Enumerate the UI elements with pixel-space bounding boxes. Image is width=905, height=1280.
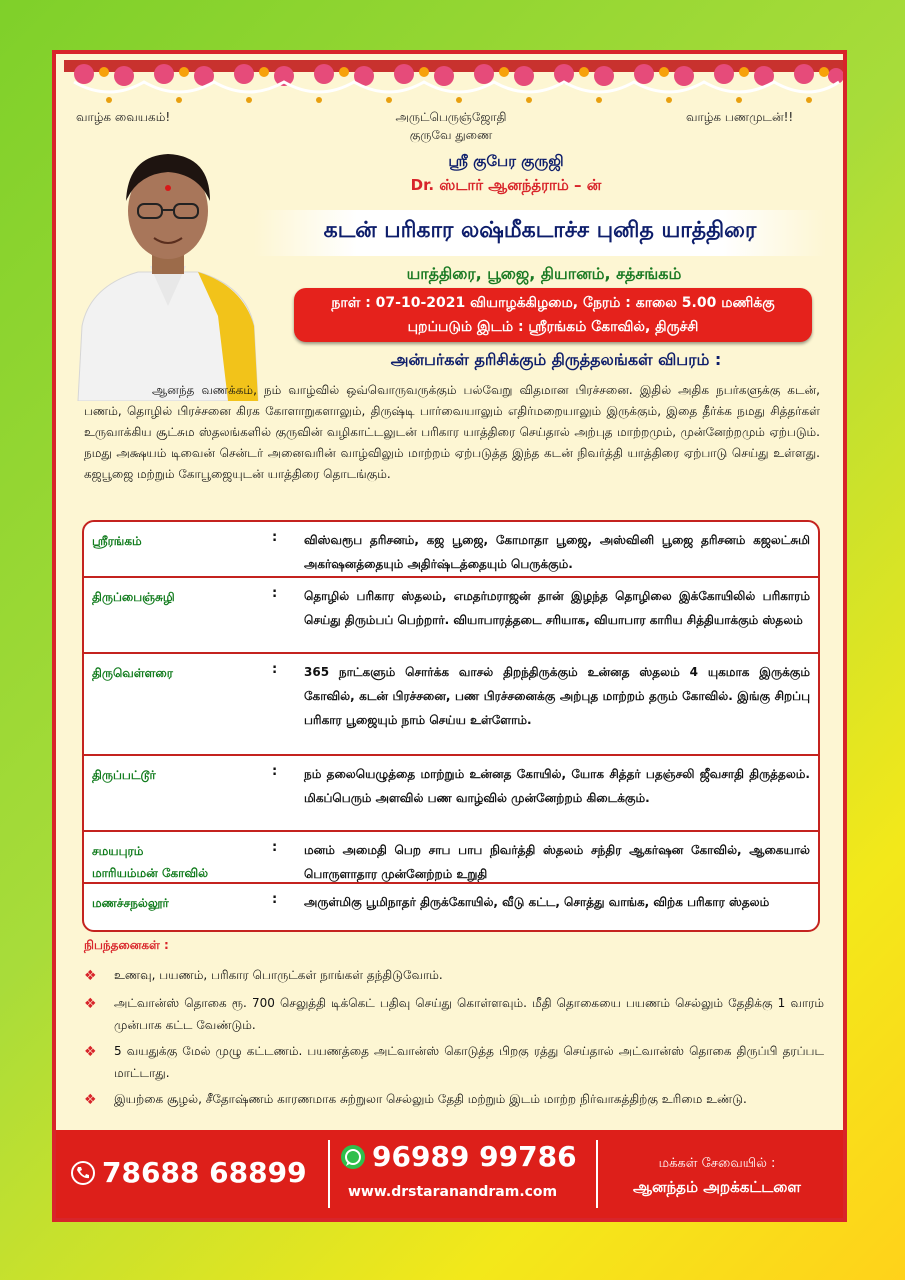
condition-text: இயற்கை சூழல், சீதோஷ்ணம் காரணமாக சுற்றுலா செல்லும் தேதி மற்றும் இடம் மாற்ற நிர்வாகத்திற்கு உரிமை உண்டு. <box>114 1092 747 1106</box>
temple-name: திருப்பட்டூர் <box>92 768 156 782</box>
table-row <box>84 522 818 576</box>
footer-divider <box>328 1140 330 1208</box>
center-invocation-2: குருவே துணை <box>409 128 493 142</box>
bullet-icon: ❖ <box>84 1092 97 1108</box>
temple-description: நம் தலையெழுத்தை மாற்றும் உன்னத கோயில், யோக சித்தர் பதஞ்சலி ஜீவசாதி திருத்தலம். மிகப்பெரும் அளவில் பண வாழ்வில் முன்னேற்றம் கிடைக்கும். <box>304 767 810 805</box>
event-title: கடன் பரிகார லஷ்மீகடாச்ச புனித யாத்திரை <box>323 218 757 243</box>
colon: : <box>272 586 278 601</box>
contact-footer <box>56 1130 843 1218</box>
whatsapp-icon <box>340 1144 366 1170</box>
temple-name-line1: சமயபுரம் <box>92 844 144 858</box>
bullet-icon: ❖ <box>84 1044 97 1060</box>
guru-portrait <box>68 126 268 401</box>
colon: : <box>272 764 278 779</box>
colon: : <box>272 892 278 907</box>
whatsapp-number[interactable]: 96989 99786 <box>372 1140 577 1173</box>
temples-table <box>82 520 820 932</box>
temple-description: விஸ்வரூப தரிசனம், கஜ பூஜை, கோமாதா பூஜை, அஸ்வினி பூஜை தரிசனம் கஜலட்சுமி அகர்ஷனத்தையும் அதிர்ஷ்டத்தையும் பெருக்கும். <box>304 533 810 571</box>
temple-name-line2: மாரியம்மன் கோவில் <box>92 866 209 880</box>
event-details-box <box>294 288 812 342</box>
table-row <box>84 830 818 882</box>
service-label: மக்கள் சேவையில் : <box>658 1156 776 1171</box>
event-place-line: புறப்படும் இடம் : ஸ்ரீரங்கம் கோவில், திருச்சி <box>407 319 699 335</box>
condition-text: அட்வான்ஸ் தொகை ரூ. 700 செலுத்தி டிக்கெட் பதிவு செய்து கொள்ளவும். மீதி தொகையை பயணம் செல்லும் தேதிக்கு 1 வாரம் முன்பாக கட்ட வேண்டும். <box>114 996 824 1032</box>
table-row <box>84 754 818 830</box>
bullet-icon: ❖ <box>84 968 97 984</box>
temple-description: அருள்மிகு பூமிநாதர் திருக்கோயில், வீடு கட்ட, சொத்து வாங்க, விற்க பரிகார ஸ்தலம் <box>304 895 770 909</box>
flyer <box>52 50 847 1222</box>
temple-description: மனம் அமைதி பெற சாப பாப நிவர்த்தி ஸ்தலம் சந்திர ஆகர்ஷன கோவில், ஆகையால் பொருளாதார முன்னேற்றம் உறுதி <box>304 843 810 881</box>
presenter-title: ஸ்ரீ குபேர குருஜி <box>448 152 564 170</box>
title-banner <box>254 210 826 256</box>
table-row <box>84 652 818 754</box>
event-subtitle: யாத்திரை, பூஜை, தியானம், சத்சங்கம் <box>406 264 682 283</box>
phone-number[interactable]: 78688 68899 <box>102 1156 307 1189</box>
temple-name: திருப்பைஞ்சுழி <box>92 590 175 604</box>
presenter-name: Dr. ஸ்டார் ஆனந்த்ராம் – ன் <box>410 176 602 194</box>
temple-name: திருவெள்ளரை <box>92 666 173 680</box>
temple-name <box>92 840 262 884</box>
condition-item <box>84 1040 824 1084</box>
colon: : <box>272 662 278 677</box>
colon: : <box>272 840 278 855</box>
condition-text: 5 வயதுக்கு மேல் முழு கட்டணம். பயணத்தை அட்வான்ஸ் கொடுத்த பிறகு ரத்து செய்தால் அட்வான்ஸ் தொகை திருப்பி தரப்பட மாட்டாது. <box>114 1044 824 1080</box>
condition-text: உணவு, பயணம், பரிகார பொருட்கள் நாங்கள் தந்திடுவோம். <box>114 968 443 982</box>
website-link[interactable]: www.drstaranandram.com <box>348 1184 558 1200</box>
event-date-line: நாள் : 07-10-2021 வியாழக்கிழமை, நேரம் : காலை 5.00 மணிக்கு <box>331 295 775 311</box>
trust-name: ஆனந்தம் அறக்கட்டளை <box>633 1178 801 1196</box>
temple-name: ஸ்ரீரங்கம் <box>92 534 142 548</box>
condition-item <box>84 992 824 1036</box>
temples-heading: அன்பர்கள் தரிசிக்கும் திருத்தலங்கள் விபரம் : <box>390 350 722 369</box>
table-row <box>84 576 818 652</box>
table-row <box>84 882 818 932</box>
bullet-icon: ❖ <box>84 996 97 1012</box>
phone-icon <box>70 1160 96 1186</box>
right-greeting: வாழ்க பணமுடன்!! <box>686 110 794 124</box>
center-invocation-1: அருட்பெருஞ்ஜோதி <box>395 110 507 124</box>
condition-item <box>84 1088 824 1110</box>
condition-item <box>84 964 824 986</box>
temple-description: தொழில் பரிகார ஸ்தலம், எமதர்மராஜன் தான் இழந்த தொழிலை இக்கோயிலில் பரிகாரம் செய்து திரும்பப் பெற்றார். வியாபாரத்தடை சரியாக, வியாபார காரிய சித்தியாக்கும் ஸ்தலம் <box>304 589 810 627</box>
flower-garland <box>64 60 843 104</box>
colon: : <box>272 530 278 545</box>
conditions-heading: நிபந்தனைகள் : <box>84 938 169 952</box>
temple-description: 365 நாட்களும் சொர்க்க வாசல் திறந்திருக்கும் உன்னத ஸ்தலம் 4 யுகமாக இருக்கும் கோவில், கடன் பிரச்சனை, பண பிரச்சனைக்கு அற்புத மாற்றம் தரும் கோவில். இங்கு சிறப்பு பரிகார பூஜையும் நாம் செய்ய உள்ளோம். <box>304 665 810 727</box>
footer-divider <box>596 1140 598 1208</box>
intro-paragraph: ஆனந்த வணக்கம், நம் வாழ்வில் ஒவ்வொருவருக்கும் பல்வேறு விதமான பிரச்சனை. இதில் அதிக நபர்களுக்கு கடன், பணம், தொழில் பிரச்சனை கிரக கோளாறுகளாலும், திருஷ்டி பார்வையாலும் எதிர்மறையாலும் இருக்கும், இதை தீர்க்க நமது சித்தர்கள் உருவாக்கிய சூட்சும ஸ்தலங்களில் குருவின் வழிகாட்டலுடன் பரிகார யாத்திரை செய்தால் அற்புத மாற்றமும், முன்னேற்றமும் ஏற்படும். நமது அக்ஷயம் டிவைன் சென்டர் அனைவரின் வாழ்விலும் மாற்றம் ஏற்படுத்த இந்த கடன் நிவர்த்தி யாத்திரை ஏற்பாடு செய்து உள்ளது. கஜபூஜை மற்றும் கோபூஜையுடன் யாத்திரை தொடங்கும். <box>84 383 820 481</box>
left-greeting: வாழ்க வையகம்! <box>76 110 171 124</box>
temple-name: மணச்சநல்லூர் <box>92 896 169 910</box>
